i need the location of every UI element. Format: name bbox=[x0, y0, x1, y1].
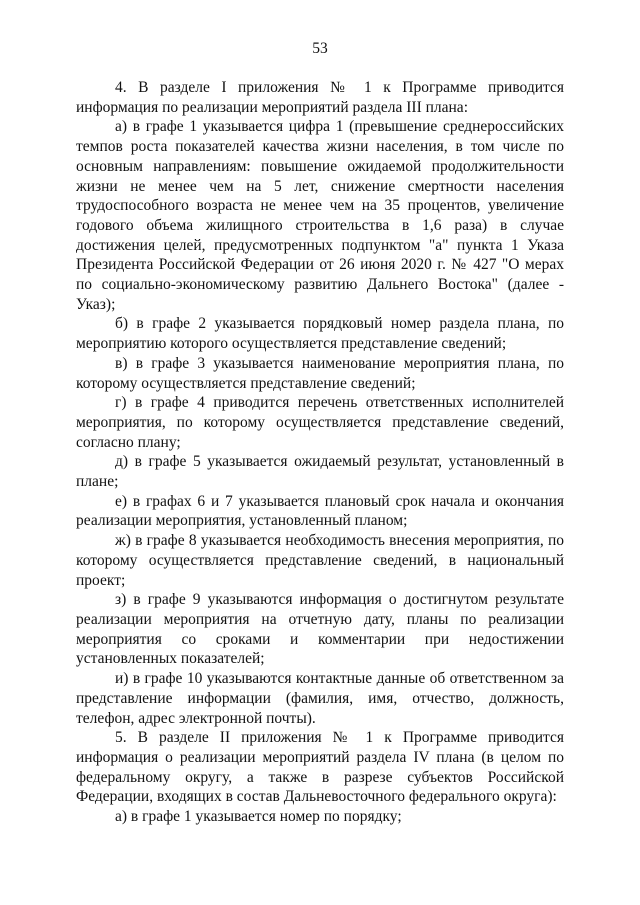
paragraph-subitem-g: г) в графе 4 приводится перечень ответственных исполнителей мероприятия, по которому осуществляется представление сведений, согласно плану; bbox=[76, 394, 564, 451]
paragraph-item-4: 4. В разделе I приложения № 1 к Программе приводится информация по реализации мероприятий раздела III плана: bbox=[76, 79, 564, 116]
paragraph-item-5-subitem-a: а) в графе 1 указывается номер по порядку; bbox=[115, 808, 402, 826]
paragraph-subitem-e: е) в графах 6 и 7 указывается плановый срок начала и окончания реализации мероприятия, установленный планом; bbox=[76, 492, 564, 530]
paragraph-item-5: 5. В разделе II приложения № 1 к Программе приводится информация о реализации мероприятий раздела IV плана (в целом по федеральному округу, а также в разрезе субъектов Российской Федерации, входящих в состав Дальневосточного федерального округа): bbox=[76, 729, 564, 806]
document-body bbox=[76, 78, 564, 827]
paragraph-subitem-d: д) в графе 5 указывается ожидаемый результат, установленный в плане; bbox=[76, 453, 564, 491]
page-number: 53 bbox=[312, 40, 328, 57]
paragraph-subitem-a: а) в графе 1 указывается цифра 1 (превышение среднероссийских темпов роста показателей качества жизни населения, в том числе по основным направлениям: повышение ожидаемой продолжительности жизни не менее чем на 5 лет, снижение смертности населения трудоспособного возраста не менее чем на 35 процентов, увеличение годового объема жилищного строительства в 1,6 раза) в случае достижения целей, предусмотренных подпунктом "а" пункта 1 Указа Президента Российской Федерации от 26 июня 2020 г. № 427 "О мерах по социально-экономическому развитию Дальнего Востока" (далее - Указ); bbox=[76, 118, 564, 313]
paragraph-subitem-v: в) в графе 3 указывается наименование мероприятия плана, по которому осуществляется представление сведений; bbox=[76, 354, 564, 392]
paragraph-subitem-z: з) в графе 9 указываются информация о достигнутом результате реализации мероприятия на отчетную дату, планы по реализации мероприятия со сроками и комментарии при недостижении установленных показателей; bbox=[76, 591, 564, 668]
paragraph-subitem-i: и) в графе 10 указываются контактные данные об ответственном за представление информации (фамилия, имя, отчество, должность, телефон, адрес электронной почты). bbox=[76, 670, 564, 727]
paragraph-subitem-zh: ж) в графе 8 указывается необходимость внесения мероприятия, по которому осуществляется представление сведений, в национальный проект; bbox=[76, 532, 564, 589]
paragraph-subitem-b: б) в графе 2 указывается порядковый номер раздела плана, по мероприятию которого осуществляется представление сведений; bbox=[76, 315, 564, 353]
